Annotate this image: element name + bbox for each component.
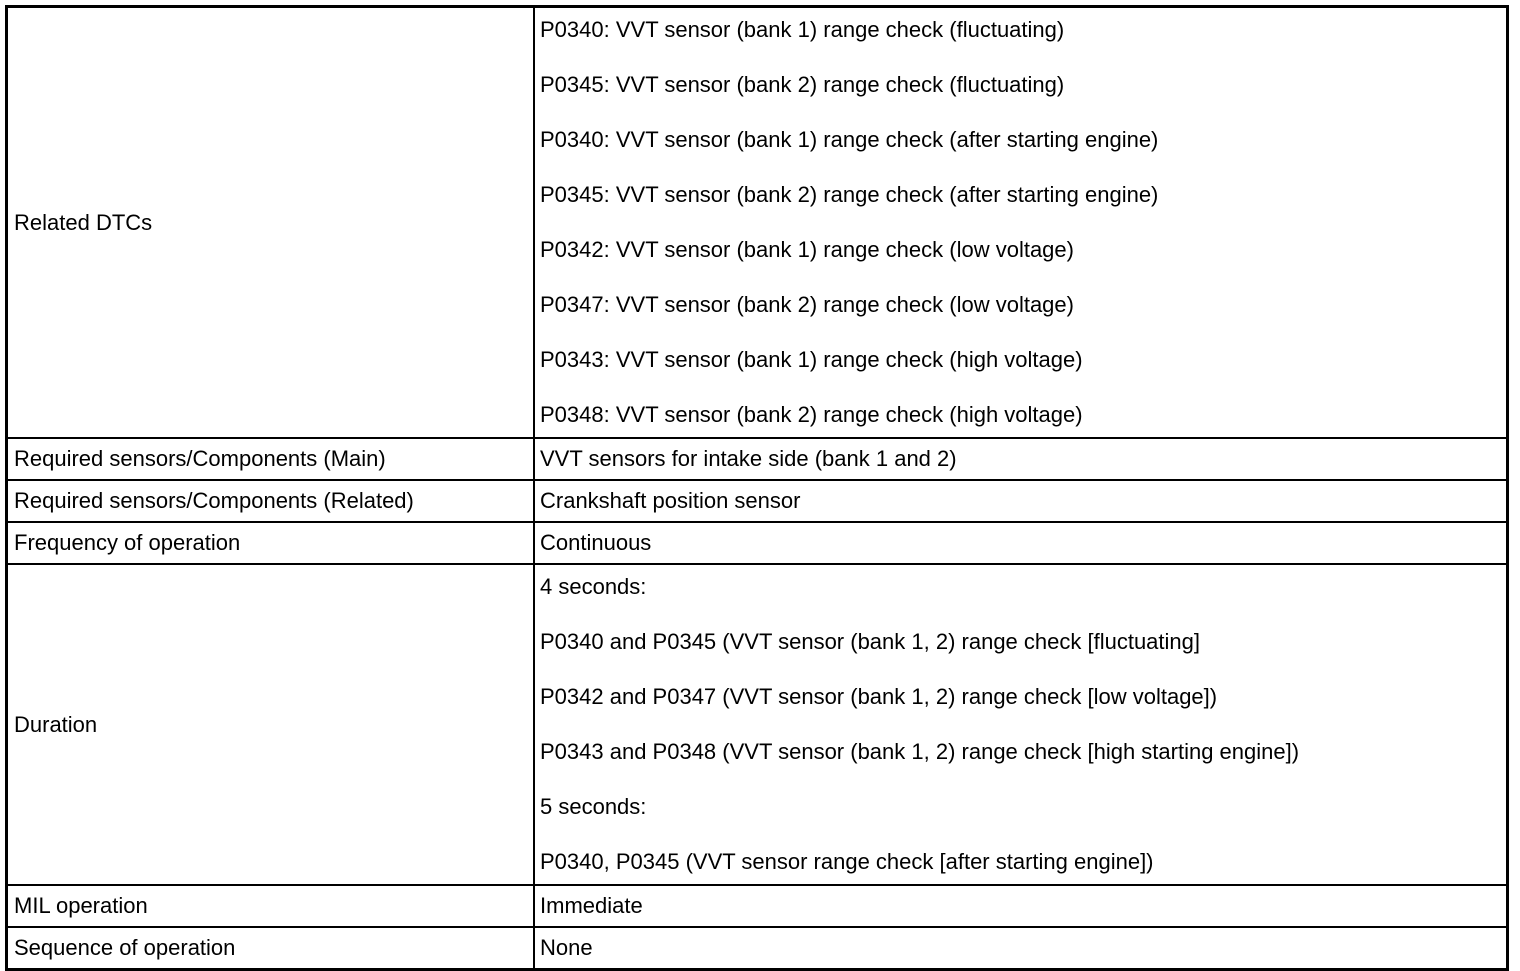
list-item: P0342 and P0347 (VVT sensor (bank 1, 2) range check [low voltage]) — [540, 684, 1218, 709]
list-item: P0343 and P0348 (VVT sensor (bank 1, 2) range check [high starting engine]) — [540, 739, 1300, 764]
list-item: 5 seconds: — [540, 794, 647, 819]
row-value: None — [534, 927, 1508, 970]
row-value: Immediate — [534, 885, 1508, 927]
table-row — [7, 885, 1508, 927]
row-label: Sequence of operation — [7, 927, 535, 970]
row-value: Continuous — [534, 522, 1508, 564]
list-item: P0340, P0345 (VVT sensor range check [after starting engine]) — [540, 849, 1154, 874]
row-value — [534, 564, 1508, 885]
row-label: Related DTCs — [7, 7, 535, 439]
row-value: VVT sensors for intake side (bank 1 and 2) — [534, 438, 1508, 480]
row-label: Frequency of operation — [7, 522, 535, 564]
table-row — [7, 480, 1508, 522]
table-row — [7, 438, 1508, 480]
table-row — [7, 564, 1508, 885]
row-value: Crankshaft position sensor — [534, 480, 1508, 522]
table-row — [7, 522, 1508, 564]
row-label: Duration — [7, 564, 535, 885]
list-item: P0348: VVT sensor (bank 2) range check (high voltage) — [540, 402, 1083, 427]
list-item: P0345: VVT sensor (bank 2) range check (fluctuating) — [540, 72, 1065, 97]
list-item: P0340: VVT sensor (bank 1) range check (after starting engine) — [540, 127, 1159, 152]
list-item: P0347: VVT sensor (bank 2) range check (low voltage) — [540, 292, 1074, 317]
row-value — [534, 7, 1508, 439]
list-item: P0345: VVT sensor (bank 2) range check (after starting engine) — [540, 182, 1159, 207]
value-list — [540, 565, 1506, 884]
row-label: MIL operation — [7, 885, 535, 927]
monitor-spec-table — [5, 5, 1509, 971]
list-item: P0343: VVT sensor (bank 1) range check (high voltage) — [540, 347, 1083, 372]
table-row — [7, 927, 1508, 970]
table-row — [7, 7, 1508, 439]
row-label: Required sensors/Components (Related) — [7, 480, 535, 522]
list-item: P0342: VVT sensor (bank 1) range check (low voltage) — [540, 237, 1074, 262]
list-item: P0340 and P0345 (VVT sensor (bank 1, 2) range check [fluctuating] — [540, 629, 1200, 654]
list-item: 4 seconds: — [540, 574, 647, 599]
row-label: Required sensors/Components (Main) — [7, 438, 535, 480]
value-list — [540, 8, 1506, 437]
list-item: P0340: VVT sensor (bank 1) range check (fluctuating) — [540, 17, 1065, 42]
